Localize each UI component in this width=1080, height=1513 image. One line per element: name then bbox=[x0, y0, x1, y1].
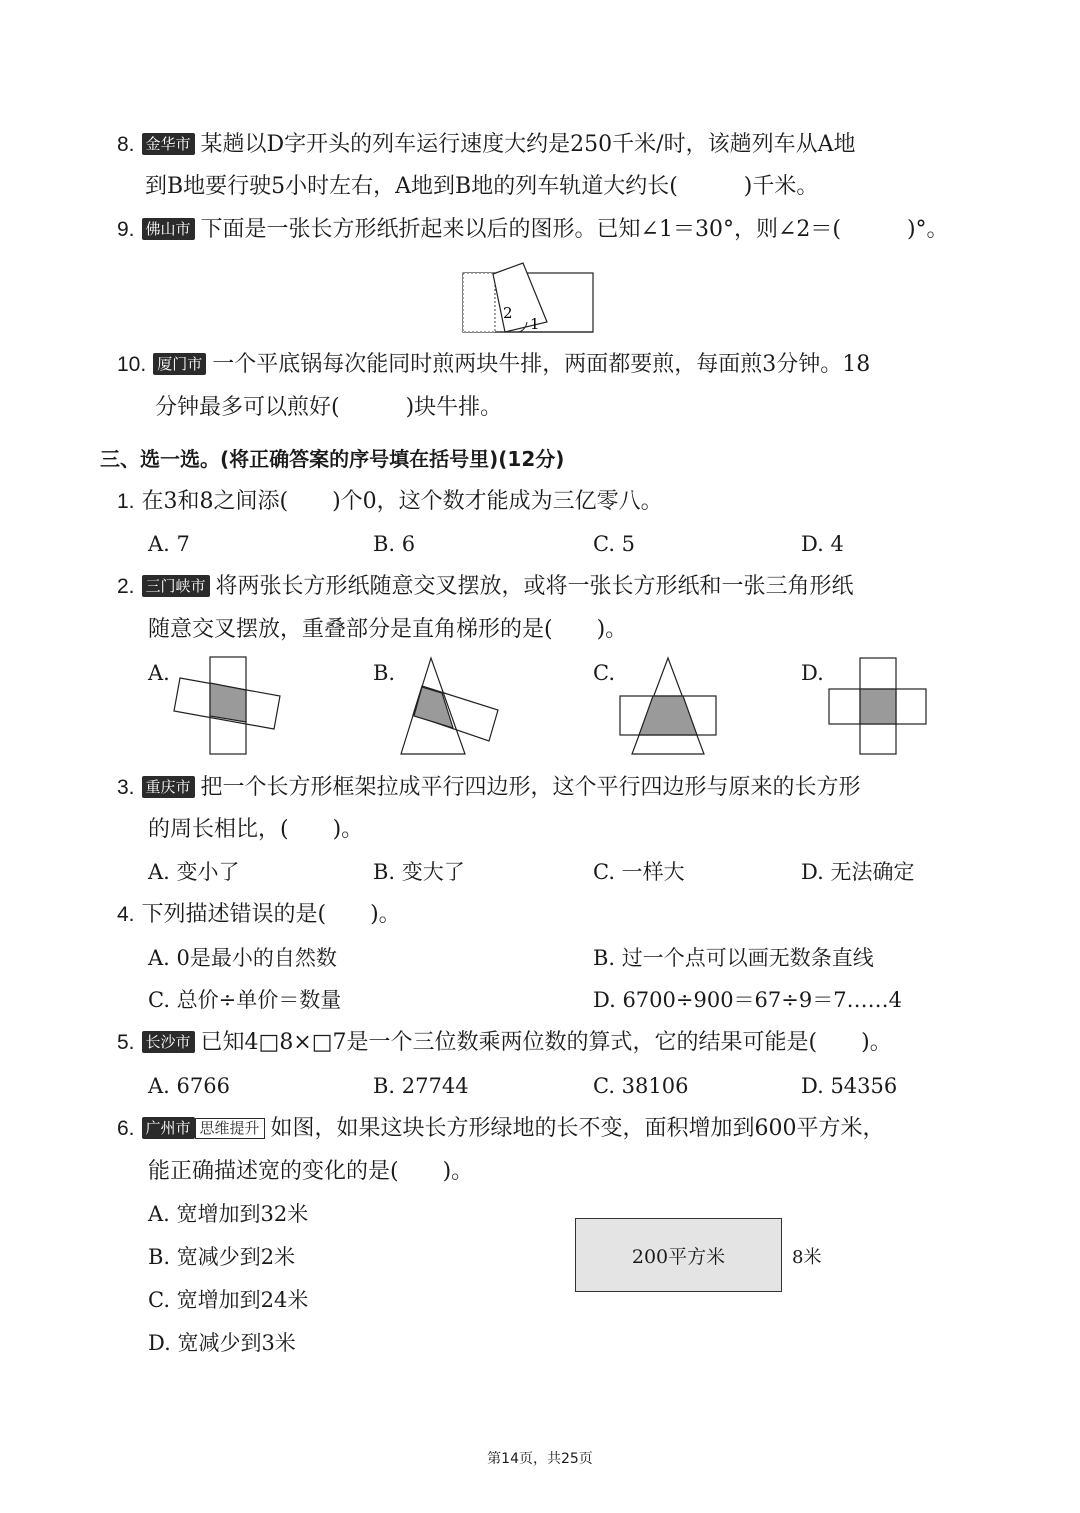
question-number: 9. bbox=[117, 218, 135, 241]
option-a: A. 7 bbox=[148, 532, 190, 556]
option-c: C. 38106 bbox=[593, 1074, 689, 1098]
s6-line2: 能正确描述宽的变化的是( )。 bbox=[148, 1159, 474, 1184]
option-a: A. 变小了 bbox=[148, 860, 240, 884]
option-c: C. 总价÷单价＝数量 bbox=[148, 988, 342, 1012]
s3-line2: 的周长相比，( )。 bbox=[148, 817, 364, 842]
region-tag: 长沙市 bbox=[142, 1031, 195, 1053]
figure-a bbox=[170, 655, 290, 757]
s2-text: 将两张长方形纸随意交叉摆放，或将一张长方形纸和一张三角形纸 bbox=[215, 574, 854, 599]
s3-line1 bbox=[117, 773, 861, 803]
q10-line1 bbox=[117, 350, 870, 380]
option-d: D. 54356 bbox=[801, 1074, 898, 1098]
question-number: 5. bbox=[117, 1031, 135, 1054]
option-d: D. 无法确定 bbox=[801, 860, 915, 884]
question-number: 4. bbox=[117, 903, 135, 926]
figure-b bbox=[395, 655, 505, 757]
option-c: C. 5 bbox=[593, 532, 636, 556]
question-number: 1. bbox=[117, 490, 135, 513]
q9-text: 下面是一张长方形纸折起来以后的图形。已知∠1＝30°，则∠2＝( )°。 bbox=[200, 217, 949, 242]
question-number: 3. bbox=[117, 776, 135, 799]
q10-text: 一个平底锅每次能同时煎两块牛排，两面都要煎，每面煎3分钟。18 bbox=[212, 352, 871, 377]
region-tag: 佛山市 bbox=[142, 218, 195, 240]
option-a: A. 0是最小的自然数 bbox=[148, 946, 337, 970]
figure-label-d: D. bbox=[801, 661, 824, 685]
option-b: B. 宽减少到2米 bbox=[148, 1245, 296, 1269]
question-number: 6. bbox=[117, 1117, 135, 1140]
option-d: D. 宽减少到3米 bbox=[148, 1331, 296, 1355]
region-tag: 三门峡市 bbox=[142, 575, 210, 597]
area-label: 200平方米 bbox=[631, 1245, 726, 1268]
difficulty-tag: 思维提升 bbox=[195, 1118, 265, 1139]
question-number: 8. bbox=[117, 133, 135, 156]
folded-paper-figure bbox=[455, 258, 605, 340]
s1-text: 在3和8之间添( )个0，这个数才能成为三亿零八。 bbox=[141, 489, 663, 514]
question-number: 2. bbox=[117, 575, 135, 598]
s5-line bbox=[117, 1028, 892, 1058]
s3-text: 把一个长方形框架拉成平行四边形，这个平行四边形与原来的长方形 bbox=[200, 775, 861, 800]
green-field-rect bbox=[575, 1218, 782, 1292]
option-b: B. 6 bbox=[373, 532, 416, 556]
s6-text: 如图，如果这块长方形绿地的长不变，面积增加到600平方米， bbox=[270, 1116, 885, 1141]
figure-label-a: A. bbox=[148, 661, 170, 685]
option-d: D. 6700÷900＝67÷9＝7……4 bbox=[593, 988, 902, 1012]
q9-line bbox=[117, 215, 949, 245]
option-b: B. 27744 bbox=[373, 1074, 469, 1098]
s2-line2: 随意交叉摆放，重叠部分是直角梯形的是( )。 bbox=[148, 617, 628, 642]
option-c: C. 宽增加到24米 bbox=[148, 1288, 309, 1312]
s4-line bbox=[117, 900, 401, 930]
option-c: C. 一样大 bbox=[593, 860, 685, 884]
figure-c bbox=[615, 655, 725, 757]
q10-line2: 分钟最多可以煎好( )块牛排。 bbox=[155, 395, 503, 420]
option-b: B. 变大了 bbox=[373, 860, 465, 884]
s6-line1 bbox=[117, 1114, 885, 1144]
option-d: D. 4 bbox=[801, 532, 844, 556]
section-title: 三、选一选。(将正确答案的序号填在括号里)(12分) bbox=[100, 447, 565, 471]
option-a: A. 6766 bbox=[148, 1074, 230, 1098]
angle-2-label: 2 bbox=[503, 304, 513, 322]
s4-text: 下列描述错误的是( )。 bbox=[141, 902, 401, 927]
question-number: 10. bbox=[117, 353, 147, 376]
figure-d bbox=[825, 655, 935, 757]
figure-label-c: C. bbox=[593, 661, 615, 685]
region-tag: 重庆市 bbox=[142, 776, 195, 798]
q8-line2: 到B地要行驶5小时左右，A地到B地的列车轨道大约长( )千米。 bbox=[145, 174, 819, 199]
region-tag: 广州市 bbox=[142, 1117, 195, 1139]
option-a: A. 宽增加到32米 bbox=[148, 1202, 309, 1226]
q8-text: 某趟以D字开头的列车运行速度大约是250千米/时，该趟列车从A地 bbox=[200, 132, 856, 157]
region-tag: 厦门市 bbox=[153, 353, 206, 375]
angle-1-label: 1 bbox=[530, 315, 540, 333]
region-tag: 金华市 bbox=[142, 133, 195, 155]
q8-line1 bbox=[117, 130, 855, 160]
width-label: 8米 bbox=[792, 1247, 822, 1268]
figure-label-b: B. bbox=[373, 661, 396, 685]
option-b: B. 过一个点可以画无数条直线 bbox=[593, 946, 874, 970]
s1-line bbox=[117, 487, 663, 517]
s2-line1 bbox=[117, 572, 854, 602]
s5-text: 已知4□8×□7是一个三位数乘两位数的算式，它的结果可能是( )。 bbox=[200, 1030, 892, 1055]
page-number: 第14页，共25页 bbox=[487, 1451, 593, 1467]
